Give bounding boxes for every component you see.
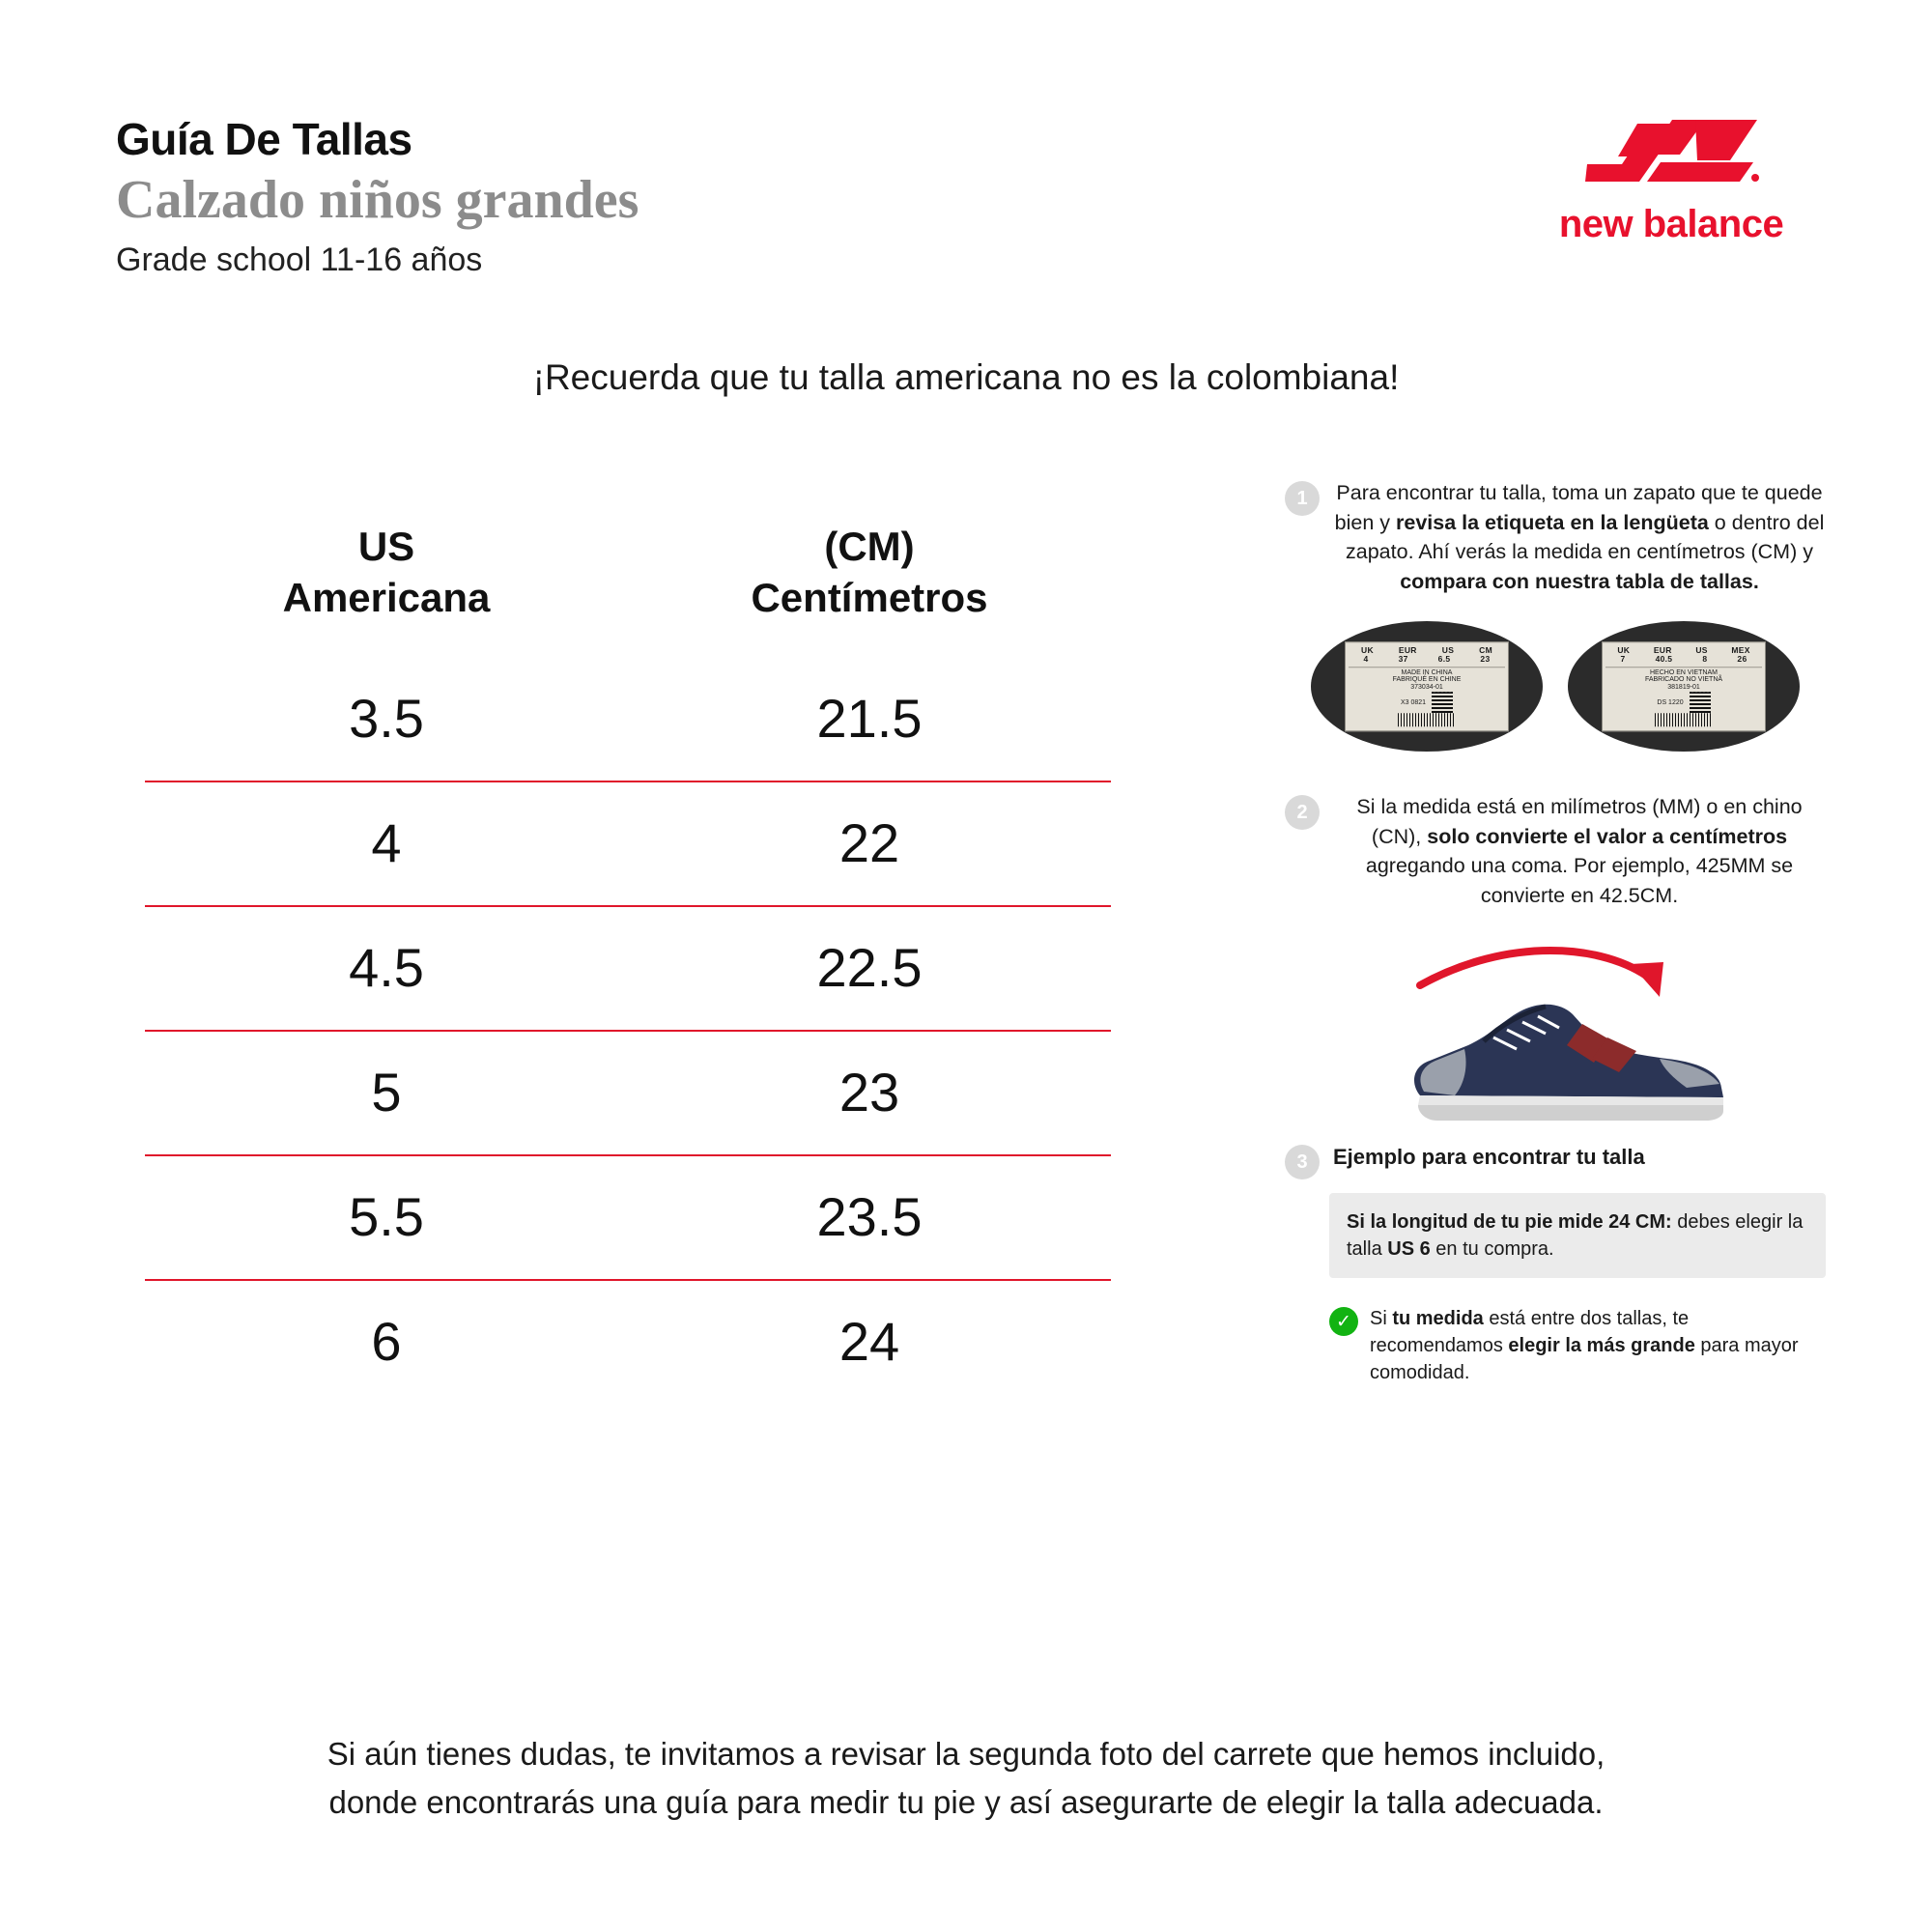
- tag-header-cm: CM: [1479, 644, 1492, 655]
- cell-us: 4: [371, 812, 402, 873]
- shoe-label-photos: [1285, 621, 1826, 752]
- column-header-us-line1: US: [357, 524, 415, 569]
- tag-header-eur: EUR: [1398, 644, 1417, 655]
- barcode-icon: [1655, 713, 1713, 726]
- footer-line-2: donde encontrarás una guía para medir tu pie y así asegurarte de elegir la talla adecuada.: [328, 1783, 1604, 1820]
- cell-cm: 23.5: [816, 1186, 923, 1247]
- age-range-label: Grade school 11-16 años: [116, 242, 483, 279]
- cell-us: 4.5: [349, 937, 424, 998]
- cell-cm: 21.5: [816, 688, 923, 749]
- tag-barcode: [1349, 713, 1505, 726]
- footer-note: [145, 1730, 1787, 1826]
- column-header-cm-line2: Centímetros: [751, 574, 988, 620]
- step-1-text: [1333, 478, 1826, 596]
- step-2-text: [1333, 792, 1826, 910]
- tag-value-cm: 23: [1480, 654, 1491, 665]
- barcode-icon: [1398, 713, 1456, 726]
- tag-origin-line1: MADE IN CHINA: [1401, 668, 1453, 676]
- example-box: [1329, 1193, 1826, 1278]
- tag-extra-text: DS 1220: [1657, 699, 1684, 707]
- shoe-label-photo-left: [1311, 621, 1543, 752]
- tip-text-b: está entre dos tallas, te recomendamos: [1370, 1308, 1690, 1357]
- tag-value-uk: 4: [1363, 654, 1369, 665]
- column-header-cm: [628, 522, 1111, 623]
- header: [116, 116, 1179, 278]
- tag-code: 381819-01: [1667, 684, 1700, 692]
- tag-origin-line1: HECHO EN VIETNAM: [1649, 668, 1718, 676]
- step-1-text-b: o dentro del zapato. Ahí verás la medida en centímetros (CM) y: [1346, 510, 1825, 564]
- tag-value-uk: 7: [1620, 654, 1626, 665]
- table-row: [145, 781, 1111, 905]
- table-row: [145, 1154, 1111, 1279]
- reminder-banner: ¡Recuerda que tu talla americana no es la colombiana!: [532, 357, 1400, 397]
- step-2-bold-a: solo convierte el valor a centímetros: [1427, 824, 1788, 848]
- cell-cm: 23: [838, 1062, 900, 1122]
- step-1-number: 1: [1285, 481, 1320, 516]
- column-header-cm-line1: (CM): [824, 524, 915, 569]
- cell-cm: 22: [838, 812, 900, 873]
- example-bold-2: US 6: [1387, 1238, 1431, 1261]
- tag-origin-line2: FABRICADO NO VIETNÃ: [1644, 676, 1723, 684]
- instructions-panel: [1285, 478, 1826, 1386]
- column-header-us-line2: Americana: [282, 574, 491, 620]
- tag-extra: [1605, 692, 1762, 713]
- step-2-text-b: agregando una coma. Por ejemplo, 425MM se convierte en 42.5CM.: [1365, 854, 1794, 907]
- tag-header-eur: EUR: [1653, 644, 1672, 655]
- tag-divider: [1349, 667, 1505, 668]
- table-row: [145, 658, 1111, 781]
- cell-us: 3.5: [349, 688, 424, 749]
- size-table: [145, 522, 1111, 1404]
- cell-cm: 22.5: [816, 937, 923, 998]
- tag-extra: [1349, 692, 1505, 713]
- example-text-2: en tu compra.: [1430, 1238, 1554, 1261]
- step-1-bold-b: compara con nuestra tabla de tallas.: [1400, 569, 1759, 593]
- tip-text-c: para mayor comodidad.: [1370, 1335, 1799, 1384]
- step-2: [1285, 792, 1826, 910]
- shoe-illustration: [1285, 929, 1826, 1132]
- tag-header-uk: UK: [1361, 644, 1374, 655]
- cell-cm: 24: [838, 1311, 900, 1372]
- tag-header-uk: UK: [1617, 644, 1631, 655]
- shoe-label-tag-right: [1602, 641, 1766, 732]
- footer-line-1: Si aún tienes dudas, te invitamos a revisar la segunda foto del carrete que hemos incluido,: [327, 1736, 1605, 1772]
- shoe-label-tag-left: [1345, 641, 1509, 732]
- tag-value-us: 8: [1702, 654, 1708, 665]
- tip-text: [1370, 1305, 1826, 1386]
- step-1: [1285, 478, 1826, 596]
- tip-bold-b: elegir la más grande: [1508, 1335, 1695, 1357]
- example-bold-1: Si la longitud de tu pie mide 24 CM:: [1347, 1211, 1672, 1234]
- tag-value-eur: 40.5: [1655, 654, 1673, 665]
- tag-origin-line2: FABRIQUÉ EN CHINE: [1392, 676, 1462, 684]
- nb-monogram-icon: [1526, 106, 1816, 195]
- tag-header-us: US: [1441, 644, 1455, 655]
- example-text-1: debes elegir la talla: [1347, 1211, 1804, 1261]
- tip-bold-a: tu medida: [1392, 1308, 1484, 1330]
- tag-divider: [1605, 667, 1762, 668]
- page-title: Guía De Tallas: [116, 114, 412, 164]
- table-row: [145, 1030, 1111, 1154]
- step-3-number: 3: [1285, 1145, 1320, 1179]
- tip-text-a: Si: [1370, 1308, 1393, 1330]
- recommendation-tip: [1329, 1305, 1826, 1386]
- qr-code-icon: [1690, 692, 1711, 713]
- tag-values: [1605, 655, 1762, 665]
- table-row: [145, 1279, 1111, 1404]
- page-subtitle: Calzado niños grandes: [116, 170, 639, 231]
- qr-code-icon: [1432, 692, 1453, 713]
- tag-code: 373034-01: [1410, 684, 1443, 692]
- check-icon: ✓: [1329, 1307, 1358, 1336]
- step-2-text-a: Si la medida está en milímetros (MM) o en chino (CN),: [1356, 795, 1803, 848]
- step-3: [1285, 1142, 1826, 1179]
- column-header-us: [145, 522, 628, 623]
- tag-header-mex: MEX: [1731, 644, 1750, 655]
- table-row: [145, 905, 1111, 1030]
- table-header-row: [145, 522, 1111, 658]
- step-1-text-a: Para encontrar tu talla, toma un zapato que te quede bien y: [1334, 481, 1823, 534]
- shoe-label-photo-right: [1568, 621, 1800, 752]
- cell-us: 5.5: [349, 1186, 424, 1247]
- cell-us: 6: [371, 1311, 402, 1372]
- tag-barcode: [1605, 713, 1762, 726]
- tag-value-mex: 26: [1737, 654, 1747, 665]
- tag-header-us: US: [1695, 644, 1708, 655]
- tag-values: [1349, 655, 1505, 665]
- step-2-number: 2: [1285, 795, 1320, 830]
- cell-us: 5: [371, 1062, 402, 1122]
- tag-extra-text: X3 0821: [1400, 699, 1427, 707]
- step-3-title: Ejemplo para encontrar tu talla: [1333, 1145, 1645, 1170]
- step-1-bold-a: revisa la etiqueta en la lengüeta: [1396, 510, 1709, 534]
- tag-value-eur: 37: [1398, 654, 1408, 665]
- tag-value-us: 6.5: [1437, 654, 1451, 665]
- new-balance-logo: [1526, 106, 1816, 246]
- brand-wordmark: new balance: [1558, 203, 1784, 245]
